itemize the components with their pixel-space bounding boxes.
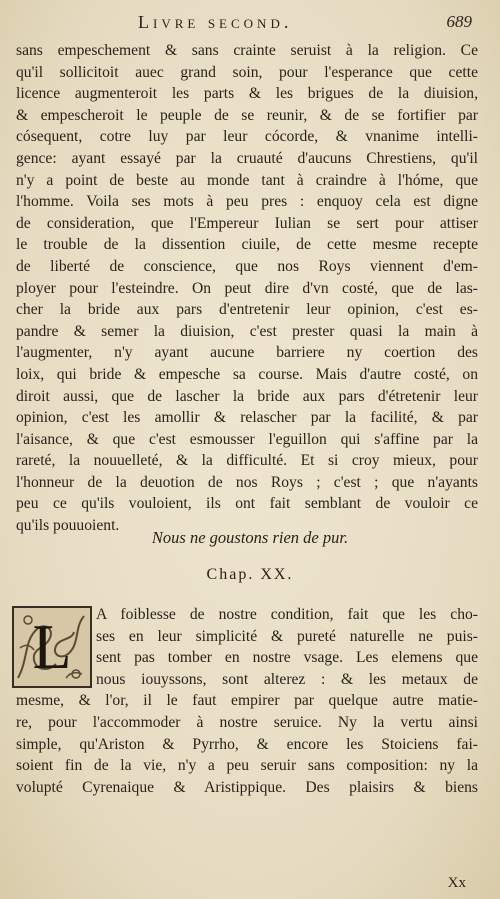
text-line: l'aisance, & que c'est esmousser l'eguillon qui s'affine par la (16, 430, 478, 448)
page-header (0, 8, 500, 38)
text-line: rareté, la nouuelleté, & la difficulté. Et si croy mieux, pour (16, 452, 478, 470)
text-line: gence: ayant essayé par la cruauté d'aucuns Chrestiens, qu'il (16, 149, 478, 167)
text-line: nous iouyssons, sont alterez : & les metaux de (96, 670, 478, 688)
text-line: volupté Cyrenaique & Aristippique. Des plaisirs & biens (16, 778, 478, 796)
section-title: Nous ne goustons rien de pur. (151, 528, 349, 547)
page-number: 689 (446, 12, 472, 31)
text-line: le trouble de la dissention ciuile, de cette mesme recepte (16, 236, 478, 254)
drop-cap-letter: L (32, 611, 72, 682)
text-line: & empescheroit le peuple de se reunir, & de se fortifier par (16, 106, 478, 124)
text-line: l'honneur de la deuotion de nos Roys ; c'est ; que n'ayants (16, 473, 478, 491)
text-line: qu'il sollicitoit auec grand soin, pour l'esperance que cette (16, 63, 478, 81)
chapter-heading: Chap. XX. (206, 566, 294, 583)
text-line: l'homme. Voila ses mots à peu pres : enquoy cela est digne (16, 193, 478, 211)
text-line: soient fin de la vie, n'y a peu seruir sans composition: ny la (16, 757, 478, 775)
text-line: licence augmenteroit les parts & les brigues de la diuision, (16, 85, 478, 103)
text-line: de consideration, que l'Empereur Iulian se sert pour attiser (16, 214, 478, 232)
text-line: n'y a point de beste au monde tant à craindre à l'hóme, que (16, 171, 478, 189)
text-line: opinion, c'est les amollir & relascher par la facilité, & par (16, 409, 478, 427)
text-line: sans empeschement & sans crainte seruist à la religion. Ce (16, 42, 478, 59)
text-line: l'augmenter, n'y ayant aucune barriere ny coertion des (16, 344, 478, 362)
text-line: peu ce qu'ils vouloient, ils ont fait semblant de vouloir ce (16, 495, 478, 513)
text-line: mesme, & l'or, il le faut empirer par quelque autre matie- (16, 692, 478, 710)
text-line: ses en leur simplicité & pureté naturelle ne puis- (96, 627, 478, 645)
text-line: diroit aussi, que de lascher la bride aux pars d'étretenir leur (16, 387, 478, 405)
text-line: ployer pour l'esteindre. On peut dire d'vn costé, que de las- (16, 279, 478, 297)
text-line: simple, qu'Ariston & Pyrrho, & encore les Stoiciens fai- (16, 735, 478, 753)
text-line: A foiblesse de nostre condition, fait que les cho- (96, 606, 478, 623)
text-line: pandre & semer la diuision, c'est prester quasi la main à (16, 322, 478, 340)
text-line: loix, qui bride & empesche sa course. Mais d'autre costé, on (16, 365, 478, 383)
text-line: sent pas tomber en nostre vsage. Les elemens que (96, 649, 478, 667)
body-text (16, 40, 478, 537)
catchword: Xx (447, 875, 466, 891)
text-line: de liberté de conscience, que nos Roys viennent d'em- (16, 257, 478, 275)
text-line: cósequent, cotre luy par leur cócorde, & vnanime intelli- (16, 128, 478, 146)
text-line: qu'ils pouuoient. (16, 517, 120, 535)
text-line: cher la bride aux pars d'entretenir leur opinion, c'est es- (16, 301, 478, 319)
chapter-text (16, 604, 478, 798)
running-head: Livre second. (138, 12, 293, 32)
text-line: re, pour l'accommoder à nostre seruice. Ny la vertu ainsi (16, 713, 478, 731)
